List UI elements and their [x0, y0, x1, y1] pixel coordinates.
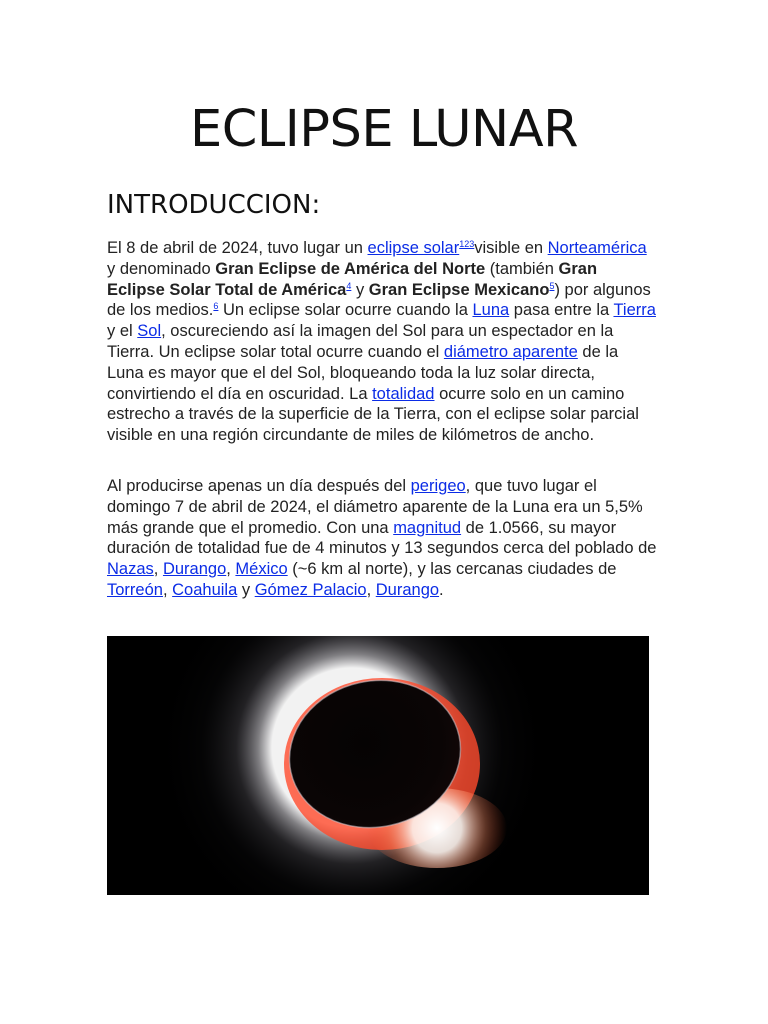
text-run: Un eclipse solar ocurre cuando la [218, 301, 473, 320]
text-run: El 8 de abril de 2024, tuvo lugar un [107, 239, 368, 257]
text-run: de la Luna es mayor que el del Sol, bloqueando toda la luz solar directa, convirtiendo el día en oscuridad. La [107, 342, 619, 403]
text-run: y denominado [107, 259, 216, 278]
footnote-ref-5[interactable]: 5 [549, 280, 555, 291]
separator: , [162, 580, 173, 599]
intro-paragraph-1 [107, 238, 659, 446]
bold-gran-eclipse-america: Gran Eclipse de América del Norte [215, 259, 486, 278]
text-run: ) por algunos de los medios. [107, 280, 651, 320]
text-run: y el [107, 322, 138, 341]
link-mexico[interactable]: México [235, 560, 288, 579]
link-luna[interactable]: Luna [472, 301, 510, 320]
link-norteamerica[interactable]: Norteamérica [547, 239, 647, 257]
link-torreon[interactable]: Torreón [107, 580, 163, 599]
text-run: de 1.0566, su mayor duración de totalidad fue de 4 minutos y 13 segundos cerca del poblado de [107, 518, 657, 558]
text-run: (también [485, 259, 559, 278]
text-run: y [237, 580, 255, 599]
eclipse-photo [107, 636, 649, 895]
text-run: . [439, 580, 444, 599]
link-diametro-aparente[interactable]: diámetro aparente [443, 342, 578, 361]
footnote-ref-4[interactable]: 4 [346, 280, 352, 291]
link-tierra[interactable]: Tierra [613, 301, 656, 320]
text-run: visible en [474, 239, 548, 257]
link-totalidad[interactable]: totalidad [372, 384, 435, 403]
section-heading: INTRODUCCION: [107, 190, 321, 220]
link-gomez-palacio[interactable]: Gómez Palacio [254, 580, 367, 599]
bold-gran-eclipse-total: Gran Eclipse Solar Total de América [107, 259, 598, 299]
separator: , [366, 580, 376, 599]
link-durango-2[interactable]: Durango [375, 580, 440, 599]
footnote-ref-123[interactable]: 123 [459, 239, 475, 249]
link-durango[interactable]: Durango [162, 560, 227, 579]
link-perigeo[interactable]: perigeo [410, 477, 466, 495]
bold-gran-eclipse-mexicano: Gran Eclipse Mexicano [368, 280, 550, 299]
link-magnitud[interactable]: magnitud [393, 518, 462, 537]
link-coahuila[interactable]: Coahuila [172, 580, 238, 599]
text-run: (~6 km al norte), y las cercanas ciudades de [287, 560, 617, 579]
link-eclipse-solar[interactable]: eclipse solar [367, 239, 460, 257]
link-nazas[interactable]: Nazas [107, 560, 154, 579]
link-sol[interactable]: Sol [137, 322, 162, 341]
page-title: ECLIPSE LUNAR [189, 100, 579, 159]
text-run: y [351, 280, 369, 299]
footnote-ref-6[interactable]: 6 [213, 301, 219, 312]
text-run: , oscureciendo así la imagen del Sol para un espectador en la Tierra. Un eclipse solar total ocurre cuando el [107, 322, 614, 361]
text-run: ocurre solo en un camino estrecho a través de la superficie de la Tierra, con el eclipse solar parcial visible en una región circundante de miles de kilómetros de ancho. [107, 384, 639, 445]
text-run: pasa entre la [509, 301, 614, 320]
intro-paragraph-2 [107, 476, 659, 601]
text-run: Al producirse apenas un día después del [107, 477, 411, 495]
text-run: , que tuvo lugar el domingo 7 de abril de 2024, el diámetro aparente de la Luna era un 5,5% más grande que el promedio. Con una [107, 477, 643, 537]
separator: , [153, 560, 163, 579]
separator: , [226, 560, 236, 579]
